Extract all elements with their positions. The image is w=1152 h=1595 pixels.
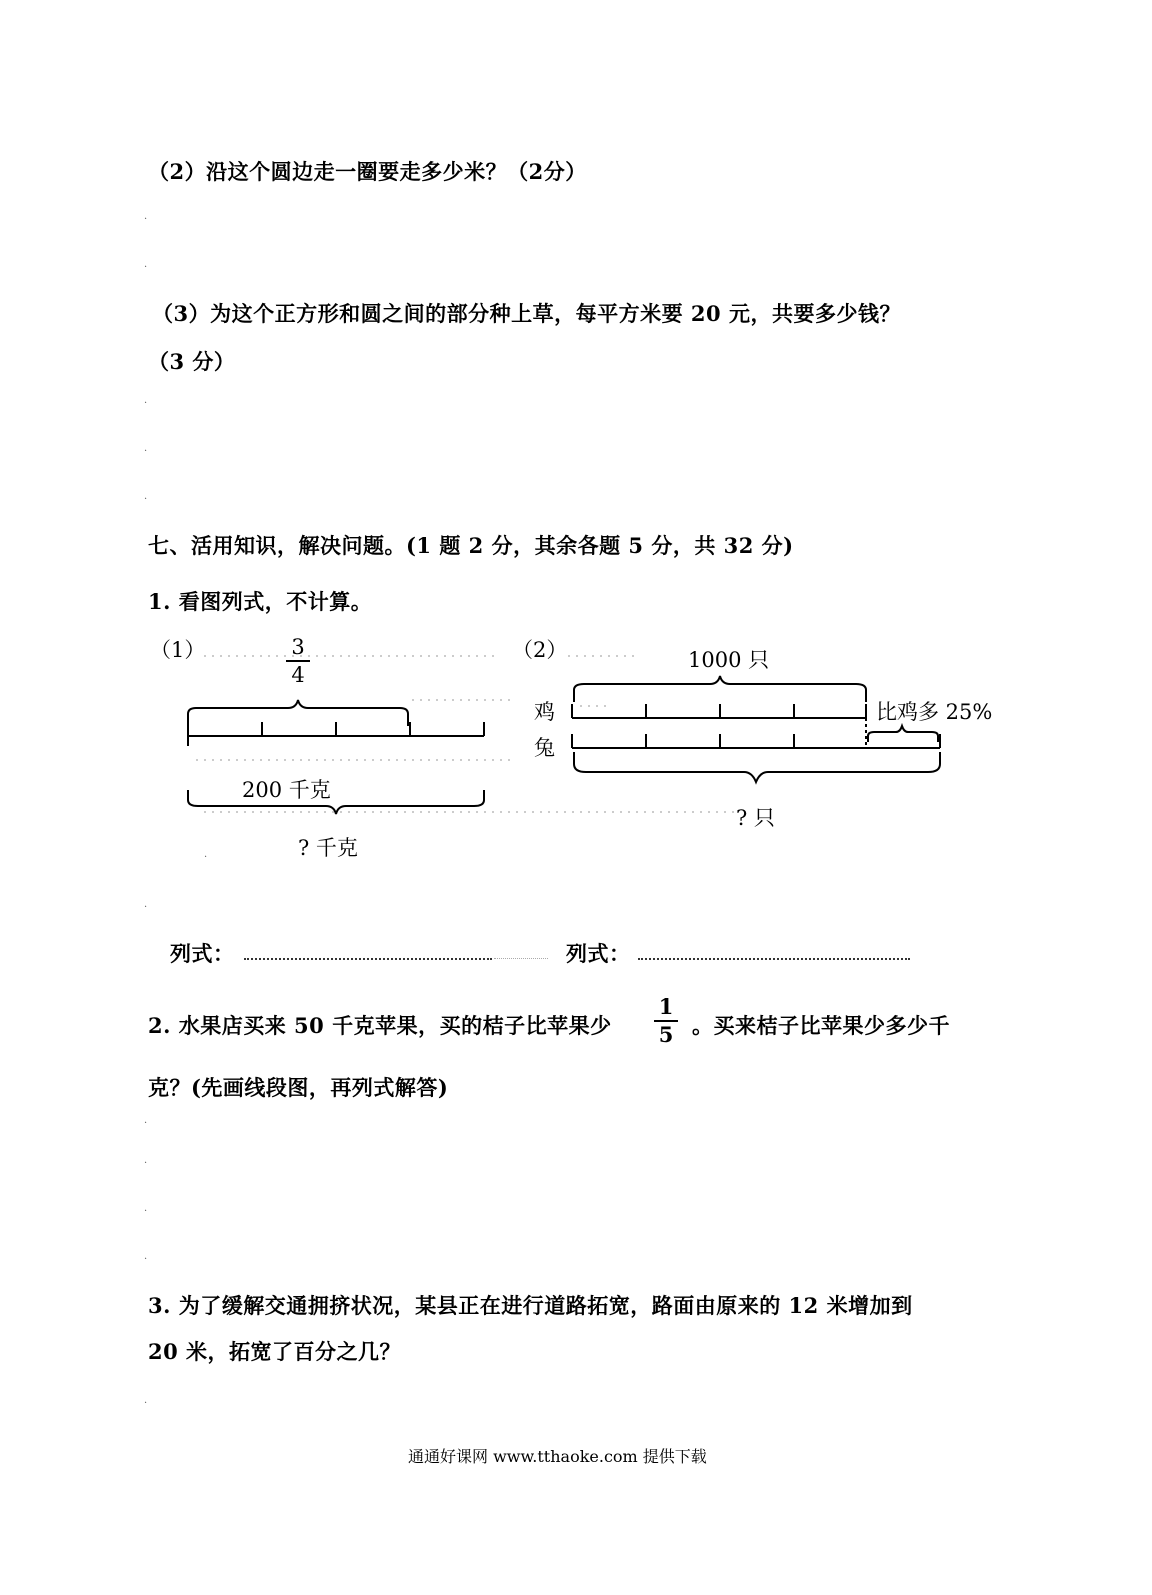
- formula-label-2: 列式：: [566, 941, 631, 966]
- figure-1-total-label: ? 千克: [298, 836, 358, 860]
- figure-2-side-label: 比鸡多 25%: [876, 700, 993, 724]
- figure-2-total-label: ? 只: [736, 806, 775, 830]
- figure-1-bottom-label: 200 千克: [242, 778, 331, 802]
- margin-mark: ·: [144, 1118, 148, 1129]
- margin-mark: ·: [204, 852, 208, 863]
- formula-answer-line-2[interactable]: [638, 958, 910, 960]
- question-3-line-2: 20 米，拓宽了百分之几？: [148, 1339, 402, 1364]
- margin-mark: ·: [144, 902, 148, 913]
- figure-2-row-chicken: 鸡: [534, 700, 555, 724]
- section-7-heading: 七、活用知识，解决问题。(1 题 2 分，其余各题 5 分，共 32 分): [148, 533, 794, 558]
- fraction-denominator: 4: [291, 663, 305, 687]
- figure-1-label: （1）: [150, 638, 206, 662]
- margin-mark: ·: [144, 214, 148, 225]
- question-6-part-3-line-2: （3 分）: [148, 349, 236, 374]
- margin-mark: ·: [144, 446, 148, 457]
- figure-2-label: （2）: [512, 638, 568, 662]
- fraction-numerator: 3: [291, 635, 305, 659]
- margin-mark: ·: [144, 1206, 148, 1217]
- page-footer: 通通好课网 www.tthaoke.com 提供下载: [408, 1447, 707, 1466]
- question-2-line-2: 克？(先画线段图，再列式解答): [148, 1075, 449, 1100]
- margin-mark: ·: [144, 494, 148, 505]
- margin-mark: ·: [144, 262, 148, 273]
- question-2-line-1-end: 。买来桔子比苹果少多少千: [692, 1013, 950, 1038]
- question-1-title: 1. 看图列式，不计算。: [148, 589, 373, 614]
- fraction-denominator: 5: [658, 1022, 674, 1047]
- margin-mark: ·: [144, 398, 148, 409]
- margin-mark: ·: [144, 1398, 148, 1409]
- margin-mark: ·: [144, 1158, 148, 1169]
- formula-label-1: 列式：: [170, 941, 235, 966]
- question-2-fraction: [654, 996, 678, 1046]
- margin-mark: ·: [144, 1254, 148, 1265]
- question-2-line-1-start: 2. 水果店买来 50 千克苹果，买的桔子比苹果少: [148, 1013, 612, 1038]
- formula-answer-line-1[interactable]: [244, 958, 492, 960]
- figure-2-row-rabbit: 兔: [534, 736, 555, 760]
- dotted-gap: [494, 958, 548, 959]
- question-6-part-3-line-1: （3）为这个正方形和圆之间的部分种上草，每平方米要 20 元，共要多少钱？: [152, 301, 901, 326]
- figure-2-top-label: 1000 只: [688, 648, 770, 672]
- question-6-part-2: （2）沿这个圆边走一圈要走多少米？（2分）: [148, 159, 587, 184]
- fraction-numerator: 1: [658, 994, 674, 1019]
- question-3-line-1: 3. 为了缓解交通拥挤状况，某县正在进行道路拓宽，路面由原来的 12 米增加到: [148, 1293, 913, 1318]
